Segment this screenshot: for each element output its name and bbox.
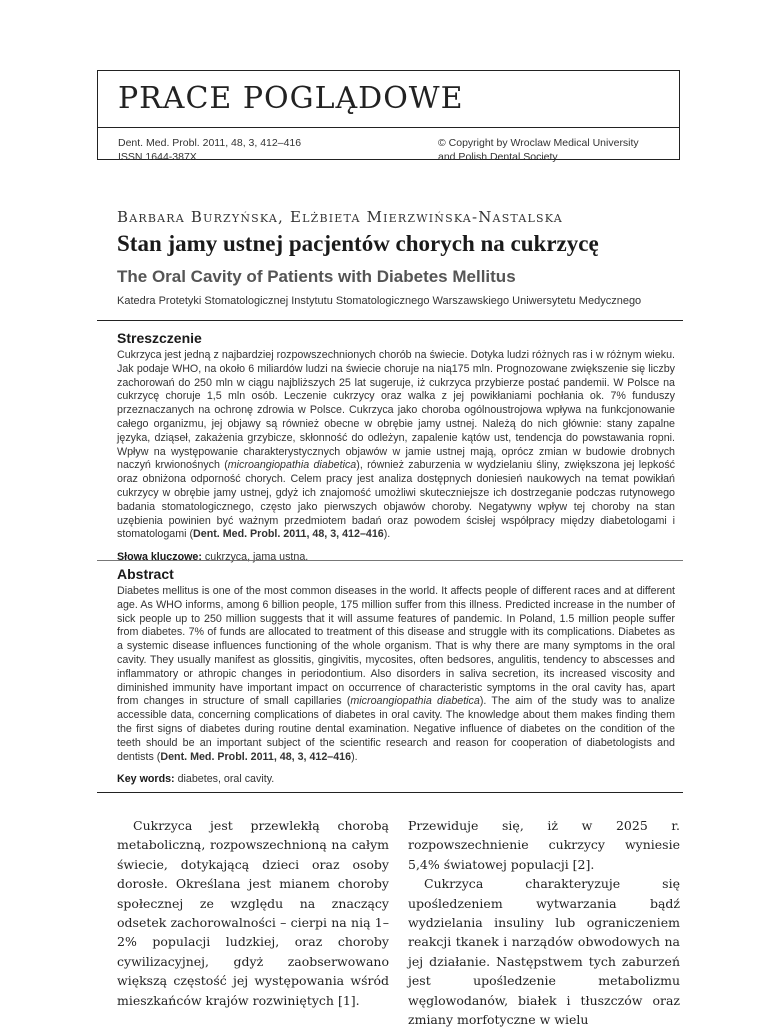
copyright-line-2: and Polish Dental Society — [438, 151, 558, 163]
streszczenie-keywords — [117, 550, 675, 564]
streszczenie-citation: Dent. Med. Probl. 2011, 48, 3, 412–416 — [193, 528, 384, 541]
body-paragraph: Przewiduje się, iż w 2025 r. rozpowszechnienie cukrzycy wyniesie 5,4% światowej populacji [2]. — [408, 818, 680, 872]
streszczenie-italic-term: microangiopathia diabetica — [227, 459, 357, 472]
copyright-line-1: © Copyright by Wroclaw Medical University — [438, 137, 639, 149]
body-column-left — [117, 816, 389, 1008]
author-affiliation: Katedra Protetyki Stomatologicznej Instytutu Stomatologicznego Warszawskiego Uniwersytetu Medycznego — [117, 295, 642, 307]
body-column-right — [408, 816, 680, 1028]
abstract-text-b: ). The aim of the study was to analize accessible data, concerning complications of diabetes in oral cavity. The knowledge about them makes finding them the first signs of diabetes during routine dental examination. Negative influence of diabetes on the condition of the teeth should be an important subject of the scientific research and reason for cooperation of diabetologists and dentists ( — [117, 695, 675, 763]
divider-top — [97, 320, 683, 321]
divider-bottom — [97, 792, 683, 793]
body-paragraph: Cukrzyca jest przewlekłą chorobą metaboliczną, rozpowszechnioną na całym świecie, dotykającą dzieci oraz osoby dorosłe. Określana jest mianem choroby społecznej ze względu na znaczący odsetek zachorowalności – cierpi na nią 1–2% populacji ludzkiej, oraz choroby cywilizacyjnej, gdyż zaobserwowano większą częstość jej występowania wśród mieszkańców krajów rozwiniętych [1]. — [117, 818, 389, 1008]
abstract-heading: Abstract — [117, 566, 174, 582]
abstract-keywords-label: Key words: — [117, 773, 175, 786]
streszczenie-end: ). — [383, 528, 391, 541]
abstract-end: ). — [351, 750, 358, 763]
streszczenie-heading: Streszczenie — [117, 330, 202, 346]
abstract-keywords-value: diabetes, oral cavity. — [174, 773, 275, 786]
divider-middle — [97, 560, 683, 561]
streszczenie-section — [117, 330, 675, 564]
abstract-keywords — [117, 772, 675, 786]
body-paragraph: Cukrzyca charakteryzuje się upośledzeniem wytwarzania bądź wydzielania insuliny lub ograniczeniem reakcji tkanek i narządów obwodowych na jej działanie. Następstwem tych zaburzeń jest upośledzenie metabolizmu węglowodanów, białek i tłuszczów oraz zmiany morfotyczne w wielu — [408, 876, 680, 1028]
journal-info — [118, 136, 301, 164]
journal-citation: Dent. Med. Probl. 2011, 48, 3, 412–416 — [118, 137, 302, 149]
streszczenie-text-b: ), również zaburzenia w wydzielaniu śliny, zwiększona jej lepkość oraz obniżona odporność chorych. Celem pracy jest analiza dostępnych doniesień naukowych na temat powikłań cukrzycy w obrębie jamy ustnej, gdyż ich znajomość umożliwi skuteczniejsze ich dostrzeganie podczas rutynowego badania stomatologicznego, często jako pierwszych objawów choroby. Negatywny wpływ tej choroby na stan uzębienia powinien być ważnym przedmiotem badań oraz powodem ścisłej współpracy między diabetologami i stomatologami ( — [117, 459, 676, 541]
abstract-citation: Dent. Med. Probl. 2011, 48, 3, 412–416 — [160, 750, 352, 763]
body-columns — [117, 816, 680, 1028]
journal-issn: ISSN 1644-387X — [118, 151, 197, 163]
streszczenie-keywords-value: cukrzyca, jama ustna. — [201, 551, 309, 564]
abstract-text-a: Diabetes mellitus is one of the most common diseases in the world. It affects people of different races and at different age. As WHO informs, among 6 billion people, 175 million suffer from this illness. Predicted increase in the number of sick people up to 250 million suggests that it will assume features of pandemic. In Poland, 1.5 million people suffer from diabetes. 7% of funds are allocated to treatment of this disease and struggle with its complications. Diabetes as a systemic disease influences functioning of the whole organism. That is why there are many symptoms in the oral cavity. They usually manifest as glossitis, gingivitis, mycosites, often bedsores, angulitis, tendency to abscesses and inflammatory or athropic changes in periodontium. Also disorders in saliva secretion, its increased viscosity and diminished immunity have important impact on occurrence of characteristic symptoms in the oral cavity has, apart from changes in structure of small capillaries ( — [117, 585, 675, 708]
streszczenie-keywords-label: Słowa kluczowe: — [117, 551, 202, 564]
article-authors: Barbara Burzyńska, Elżbieta Mierzwińska-Nastalska — [117, 208, 563, 226]
abstract-italic-term: microangiopathia diabetica — [350, 695, 480, 708]
abstract-section — [117, 566, 675, 786]
copyright-notice — [438, 136, 668, 164]
streszczenie-text — [117, 349, 675, 542]
streszczenie-text-a: Cukrzyca jest jedną z najbardziej rozpowszechnionych chorób na świecie. Dotyka ludzi różnych ras i w różnym wieku. Jak podaje WHO, na około 6 miliardów ludzi na świecie choruje na nią175 mln. Prognozowane zwiększenie się liczby zachorowań do 250 mln w ciągu najbliższych 25 lat sugeruje, iż cukrzyca przybierze postać pandemii. W Polsce na cukrzycę choruje 1,5 mln osób. Leczenie cukrzycy oraz walka z jej powikłaniami pochłania ok. 7% funduszy przeznaczanych na ochronę zdrowia w Polsce. Cukrzyca jako choroba ogólnoustrojowa wpływa na funkcjonowanie całego organizmu, jej objawy są również obecne w obrębie jamy ustnej. Należą do nich głównie: stany zapalne języka, dziąseł, zakażenia grzybicze, skłonność do odleżyn, zapalenie kątów ust, tendencja do powstawania ropni. Wpływ na występowanie charakterystycznych objawów w jamie ustnej mają, oprócz zmian w budowie drobnych naczyń krwionośnych ( — [117, 349, 675, 472]
header-divider — [97, 127, 680, 128]
section-title: PRACE POGLĄDOWE — [118, 81, 464, 116]
article-title-english: The Oral Cavity of Patients with Diabetes Mellitus — [117, 267, 516, 286]
article-title-polish: Stan jamy ustnej pacjentów chorych na cukrzycę — [117, 231, 599, 256]
abstract-text — [117, 585, 675, 764]
